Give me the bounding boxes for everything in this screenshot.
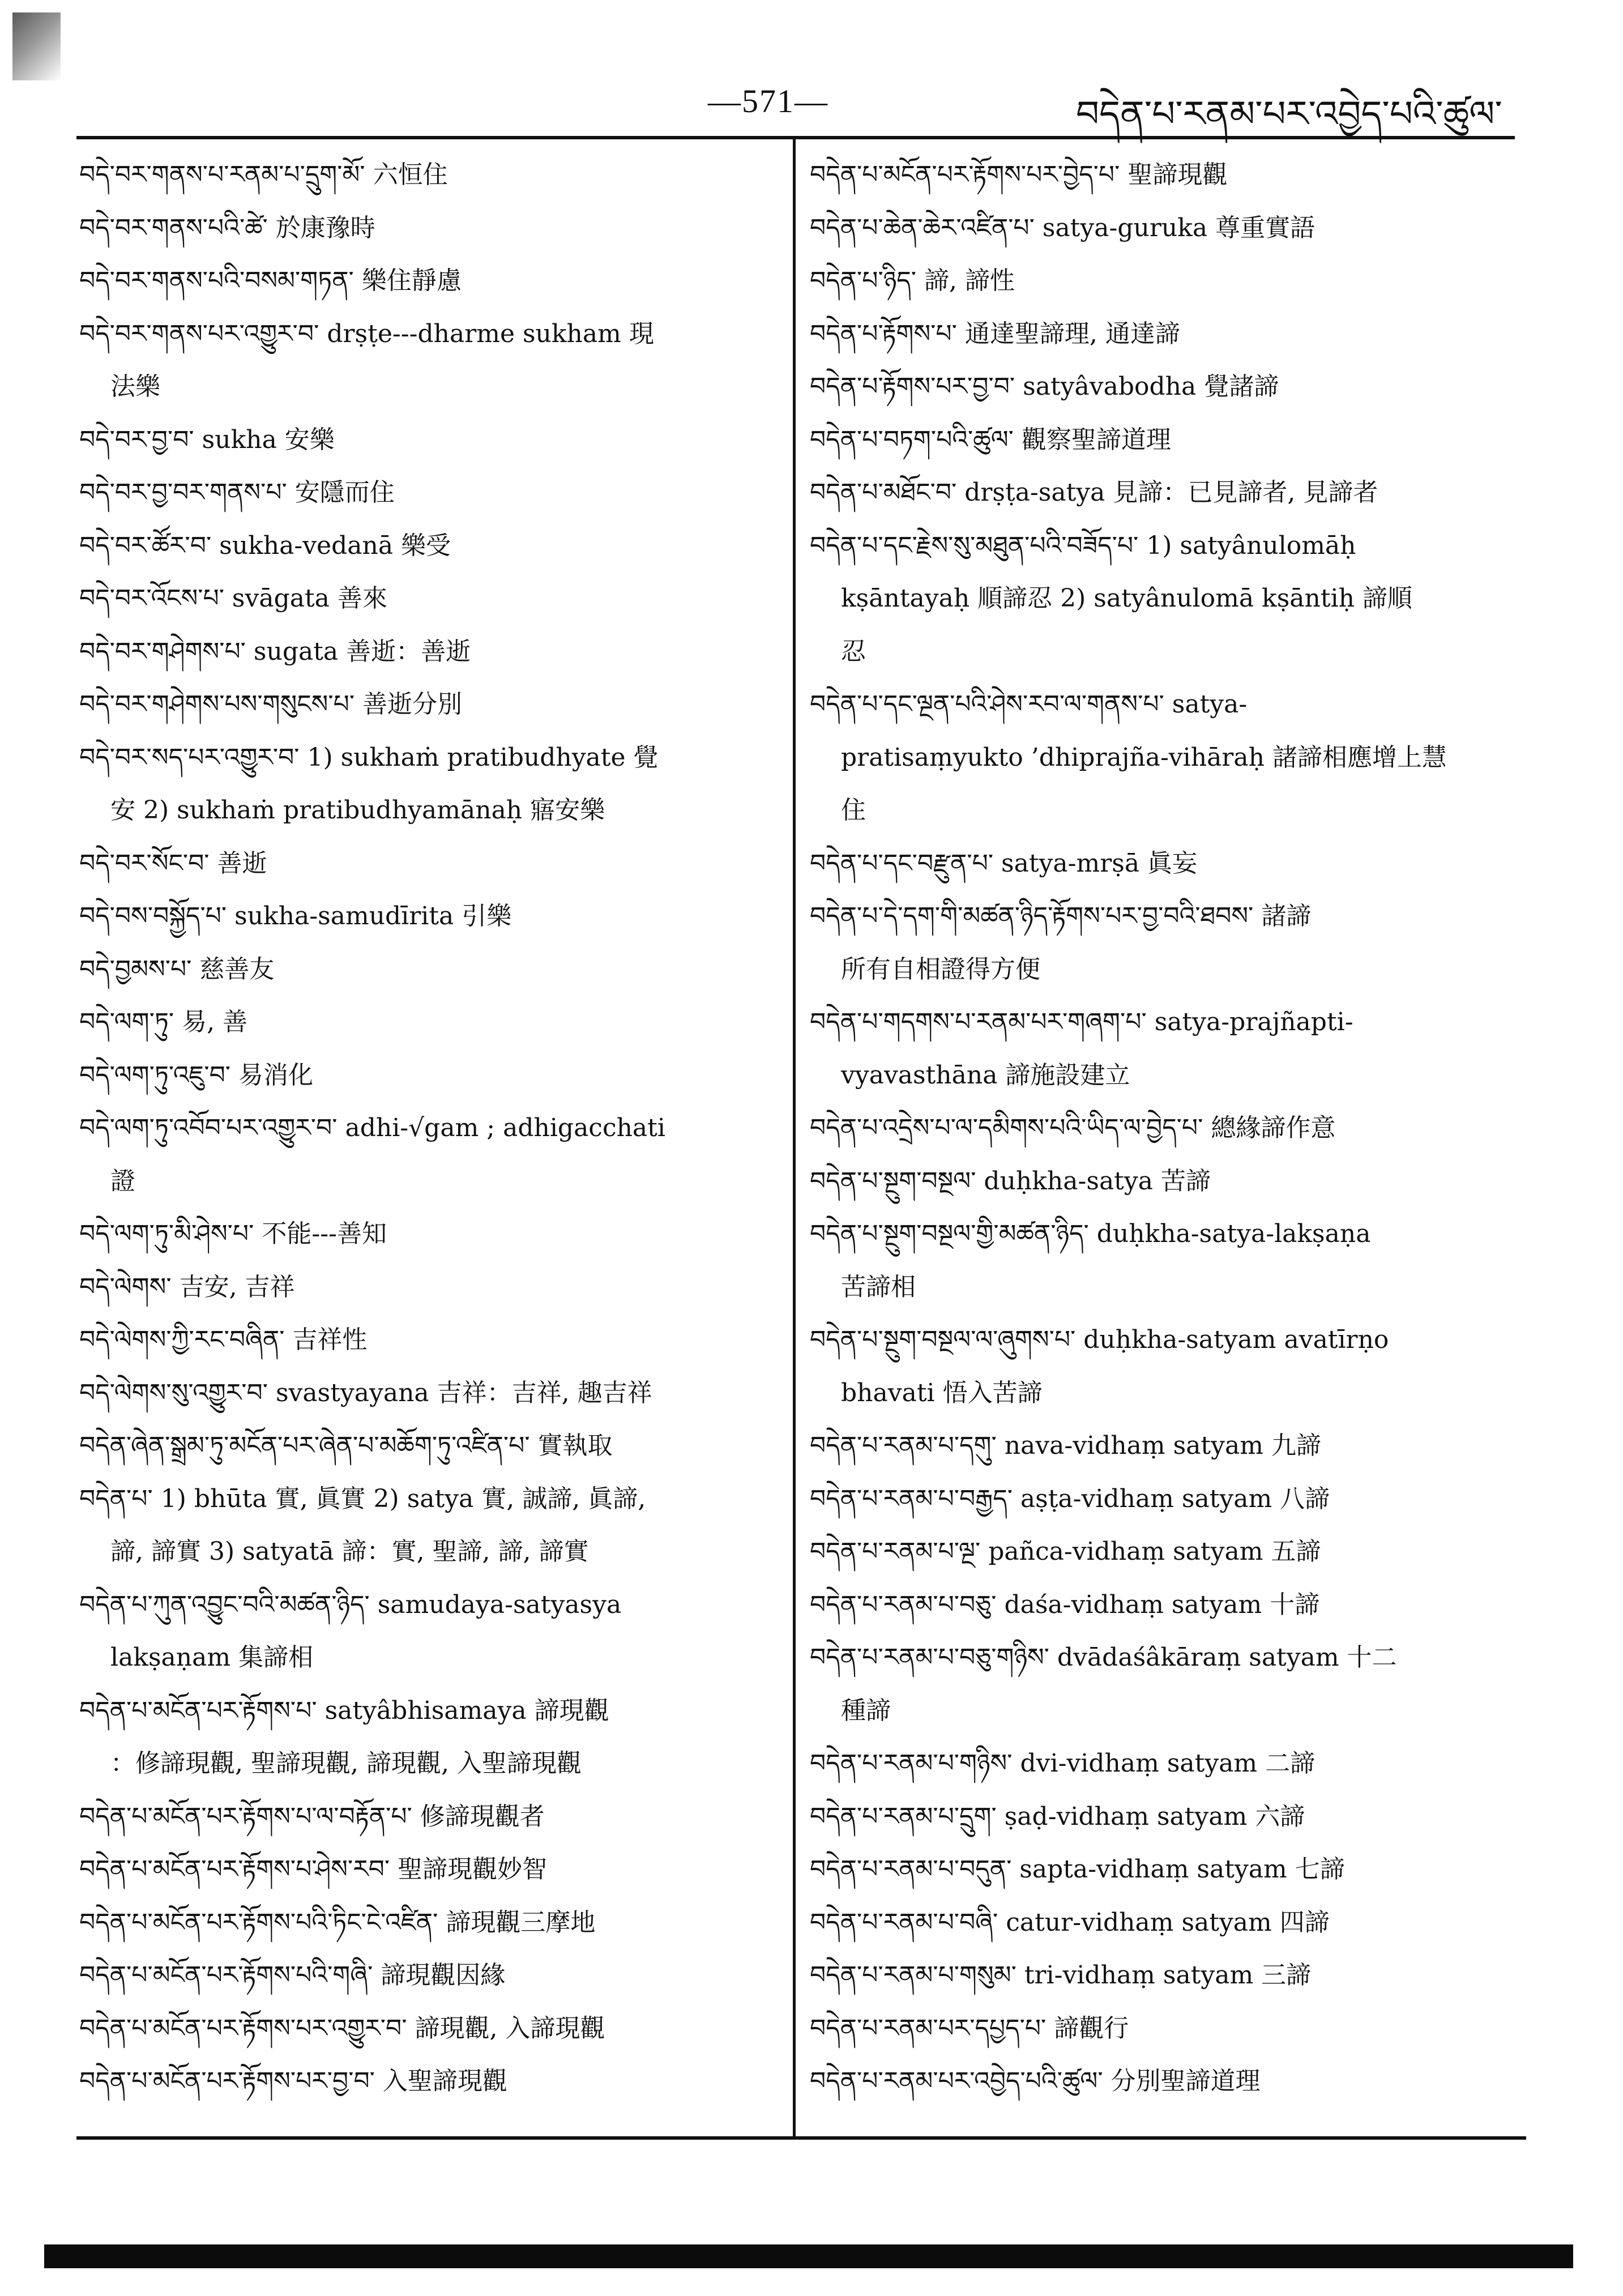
entry-headword-line: བདེན་པ་རནམ་པ་དགུ་ nava-vidhaṃ satyam 九諦 (810, 1431, 1321, 1460)
entry-continuation-line: 住 (841, 796, 866, 825)
entry-headword-line: བདེན་ཞེན་སྒྲམ་ཏུ་མངོན་པར་ཞེན་པ་མཆོག་ཏུ་འཛིན་པ་ 實執取 (79, 1431, 613, 1460)
dictionary-entry (79, 1102, 773, 1207)
entry-headword-line: བདེ་བར་གནས་པའི་ཚེ་ 於康豫時 (79, 213, 375, 242)
dictionary-entry (79, 1261, 773, 1314)
entry-headword-line: བདེན་པ་རནམ་པར་དཔྱད་པ་ 諦觀行 (810, 2013, 1129, 2043)
dictionary-entry (810, 837, 1498, 890)
dictionary-entry (810, 413, 1498, 467)
entry-headword-line: བདེ་བར་གཤེགས་པས་གསུངས་པ་ 善逝分別 (79, 690, 463, 719)
dictionary-entry (810, 360, 1498, 413)
dictionary-entry (79, 678, 773, 731)
column-divider (793, 138, 796, 2137)
entry-headword-line: བདེ་བར་བྱ་བ་ sukha 安樂 (79, 425, 335, 454)
dictionary-entry (79, 1207, 773, 1261)
right-column (810, 148, 1498, 2108)
entry-headword-line: བདེན་པ་རནམ་པ་གསུམ་ tri-vidhaṃ satyam 三諦 (810, 1961, 1312, 1990)
dictionary-entry (810, 1896, 1498, 1949)
left-column (79, 148, 773, 2108)
entry-headword-line: བདེན་པ་རྟོགས་པ་ 通達聖諦理, 通達諦 (810, 319, 1180, 348)
dictionary-entry (810, 890, 1498, 996)
entry-headword-line: བདེན་པ་མངོན་པར་རྟོགས་པའི་ཏིང་ངེ་འཛིན་ 諦現觀三摩地 (79, 1907, 596, 1937)
entry-headword-line: བདེ་ལག་ཏུ་འབོབ་པར་འགྱུར་བ་ adhi-√gam ; adhigacchati (79, 1113, 665, 1142)
entry-headword-line: བདེན་པ་རནམ་པ་བདུན་ sapta-vidhaṃ satyam 七諦 (810, 1855, 1345, 1884)
entry-headword-line: བདེན་པ་མངོན་པར་རྟོགས་པར་བྱ་བ་ 入聖諦現觀 (79, 2067, 507, 2096)
dictionary-entry (810, 1102, 1498, 1155)
entry-headword-line: བདེན་པ་ཉིད་ 諦, 諦性 (810, 266, 1015, 295)
entry-headword-line: བདེན་པ་དང་བརྫུན་པ་ satya-mrṣā 眞妄 (810, 848, 1198, 878)
entry-headword-line: བདེ་ལེགས་ 吉安, 吉祥 (79, 1272, 295, 1301)
dictionary-entry (79, 837, 773, 890)
bottom-rule (76, 2136, 1526, 2140)
entry-continuation-line: 忍 (841, 637, 866, 666)
dictionary-entry (79, 1843, 773, 1896)
entry-headword-line: བདེན་པ་ཆེན་ཆེར་འཛིན་པ་ satya-guruka 尊重實語 (810, 213, 1316, 242)
dictionary-entry (810, 678, 1498, 837)
entry-headword-line: བདེན་པ་རནམ་པ་བརྒྱད་ aṣṭa-vidhaṃ satyam 八諦 (810, 1484, 1330, 1513)
entry-headword-line: བདེ་ལག་ཏུ་མི་ཤེས་པ་ 不能---善知 (79, 1219, 387, 1248)
entry-continuation-line: pratisaṃyukto ’dhiprajña-vihāraḥ 諸諦相應增上慧 (841, 742, 1447, 772)
entry-headword-line: བདེན་པ་རནམ་པ་ལྔ་ pañca-vidhaṃ satyam 五諦 (810, 1537, 1321, 1566)
entry-headword-line: བདེན་པ་མངོན་པར་རྟོགས་པ་ལ་བརྟོན་པ་ 修諦現觀者 (79, 1802, 545, 1831)
scan-bottom-band (44, 2244, 1573, 2268)
dictionary-entry (79, 731, 773, 837)
entry-headword-line: བདེ་བར་འོངས་པ་ svāgata 善來 (79, 584, 387, 613)
dictionary-entry (810, 1578, 1498, 1632)
dictionary-entry (810, 1155, 1498, 1208)
dictionary-entry (79, 625, 773, 678)
entry-continuation-line: 證 (110, 1166, 135, 1196)
entry-headword-line: བདེ་བར་གནས་པ་རནམ་པ་དྲུག་མོ་ 六恒住 (79, 160, 448, 189)
dictionary-entry (810, 2002, 1498, 2055)
entry-headword-line: བདེན་པ་འདྲེས་པ་ལ་དམིགས་པའི་ཡིད་ལ་བྱེད་པ་ 總緣諦作意 (810, 1113, 1336, 1142)
dictionary-entry (79, 572, 773, 625)
entry-headword-line: བདེ་ལེགས་ཀྱི་རང་བཞིན་ 吉祥性 (79, 1325, 368, 1354)
dictionary-entry (79, 1049, 773, 1102)
entry-headword-line: བདེན་པ་མངོན་པར་རྟོགས་པ་ཤེས་རབ་ 聖諦現觀妙智 (79, 1855, 548, 1884)
entry-headword-line: བདེན་པ་རནམ་པར་འབྱེད་པའི་ཚུལ་ 分別聖諦道理 (810, 2067, 1261, 2096)
entry-headword-line: བདེ་ལེགས་སུ་འགྱུར་བ་ svastyayana 吉祥：吉祥, 趣吉祥 (79, 1378, 652, 1407)
entry-headword-line: བདེ་བར་གནས་པར་འགྱུར་བ་ drṣṭe---dharme sukham 現 (79, 319, 654, 348)
entry-headword-line: བདེན་པ་རནམ་པ་བཞི་ catur-vidhaṃ satyam 四諦 (810, 1907, 1330, 1937)
top-rule (76, 136, 1515, 139)
dictionary-entry (810, 254, 1498, 308)
dictionary-entry (79, 996, 773, 1049)
dictionary-entry (810, 202, 1498, 255)
dictionary-entry (79, 202, 773, 255)
entry-headword-line: བདེན་པ་མངོན་པར་རྟོགས་པ་ satyâbhisamaya 諦現觀 (79, 1696, 609, 1725)
entry-continuation-line: kṣāntayaḥ 順諦忍 2) satyânulomā kṣāntiḥ 諦順 (841, 584, 1412, 613)
entry-headword-line: བདེན་པ་མངོན་པར་རྟོགས་པའི་གཞི་ 諦現觀因緣 (79, 1961, 506, 1990)
dictionary-entry (810, 1207, 1498, 1313)
dictionary-entry (79, 519, 773, 573)
dictionary-entry (810, 1949, 1498, 2002)
dictionary-entry (810, 1473, 1498, 1526)
dictionary-entry (79, 1419, 773, 1473)
entry-headword-line: བདེ་བས་བསྐྱོད་པ་ sukha-samudīrita 引樂 (79, 902, 512, 931)
entry-headword-line: བདེ་བར་སད་པར་འགྱུར་བ་ 1) sukhaṁ pratibudhyate 覺 (79, 742, 659, 772)
dictionary-entry (79, 1896, 773, 1949)
entry-headword-line: བདེ་བར་བྱ་བར་གནས་པ་ 安隱而住 (79, 478, 395, 507)
dictionary-entry (79, 1684, 773, 1790)
dictionary-entry (810, 519, 1498, 678)
entry-headword-line: བདེན་པ་རནམ་པ་བཅུ་གཉིས་ dvādaśâkāraṃ satyam 十二 (810, 1643, 1397, 1672)
dictionary-entry (810, 1631, 1498, 1737)
entry-continuation-line: 種諦 (841, 1696, 891, 1725)
scan-corner-mark (12, 12, 61, 80)
entry-headword-line: བདེན་པ་མངོན་པར་རྟོགས་པར་བྱེད་པ་ 聖諦現觀 (810, 160, 1228, 189)
entry-continuation-line: 所有自相證得方便 (841, 954, 1040, 984)
dictionary-entry (79, 1313, 773, 1367)
dictionary-entry (810, 1525, 1498, 1578)
entry-headword-line: བདེན་པ་མངོན་པར་རྟོགས་པར་འགྱུར་བ་ 諦現觀, 入諦現觀 (79, 2013, 605, 2043)
dictionary-entry (810, 1843, 1498, 1896)
dictionary-entry (79, 1949, 773, 2002)
dictionary-entry (79, 2002, 773, 2055)
dictionary-entry (79, 943, 773, 996)
dictionary-entry (79, 1473, 773, 1578)
dictionary-entry (79, 890, 773, 943)
entry-continuation-line: vyavasthāna 諦施設建立 (841, 1060, 1130, 1090)
dictionary-entry (79, 466, 773, 519)
running-head: བདེན་པ་རནམ་པར་འབྱེད་པའི་ཚུལ་ (1076, 93, 1502, 135)
entry-headword-line: བདེན་པ་སྔུག་བསྔལ་གྱི་མཚན་ཉིད་ duḥkha-satya-lakṣaṇa (810, 1219, 1371, 1248)
dictionary-entry (810, 1419, 1498, 1473)
entry-headword-line: བདེན་པ་རྟོགས་པར་བྱ་བ་ satyâvabodha 覺諸諦 (810, 372, 1279, 401)
dictionary-entry (810, 996, 1498, 1102)
dictionary-entry (810, 466, 1498, 519)
entry-headword-line: བདེན་པ་བཏག་པའི་ཚུལ་ 觀察聖諦道理 (810, 425, 1171, 454)
dictionary-entry (810, 1737, 1498, 1790)
dictionary-entry (79, 1578, 773, 1684)
entry-continuation-line: 法樂 (110, 372, 160, 401)
entry-headword-line: བདེན་པ་ 1) bhūta 實, 眞實 2) satya 實, 誠諦, 眞諦, (79, 1484, 646, 1513)
entry-headword-line: བདེ་བར་གཤེགས་པ་ sugata 善逝：善逝 (79, 637, 471, 666)
dictionary-entry (79, 148, 773, 202)
dictionary-entry (810, 1790, 1498, 1843)
dictionary-entry (79, 308, 773, 413)
entry-headword-line: བདེན་པ་དང་རྗེས་སུ་མཐུན་པའི་བཟོད་པ་ 1) satyânulomāḥ (810, 531, 1356, 560)
dictionary-entry (810, 1313, 1498, 1419)
entry-headword-line: བདེན་པ་གདགས་པ་རནམ་པར་གཞག་པ་ satya-prajñapti- (810, 1008, 1353, 1036)
entry-headword-line: བདེ་བར་སོང་བ་ 善逝 (79, 848, 267, 878)
entry-headword-line: བདེ་བྱམས་པ་ 慈善友 (79, 954, 275, 984)
entry-headword-line: བདེ་ལག་ཏུ་ 易, 善 (79, 1008, 248, 1036)
dictionary-entry (79, 413, 773, 467)
entry-headword-line: བདེན་པ་མཐོང་བ་ drṣṭa-satya 見諦：已見諦者, 見諦者 (810, 478, 1378, 507)
entry-continuation-line: ：修諦現觀, 聖諦現觀, 諦現觀, 入聖諦現觀 (110, 1749, 582, 1778)
dictionary-entry (810, 2055, 1498, 2108)
entry-headword-line: བདེན་པ་དེ་དག་གི་མཚན་ཉིད་རྟོགས་པར་བྱ་བའི་ཐབས་ 諸諦 (810, 902, 1312, 931)
dictionary-entry (79, 254, 773, 308)
entry-continuation-line: 諦, 諦實 3) satyatā 諦：實, 聖諦, 諦, 諦實 (110, 1537, 589, 1566)
entry-headword-line: བདེན་པ་རནམ་པ་དྲུག་ ṣaḍ-vidhaṃ satyam 六諦 (810, 1802, 1305, 1831)
entry-headword-line: བདེ་བར་ཚོར་བ་ sukha-vedanā 樂受 (79, 531, 451, 560)
page-number: —571— (708, 83, 828, 120)
entry-headword-line: བདེན་པ་རནམ་པ་བཅུ་ daśa-vidhaṃ satyam 十諦 (810, 1590, 1320, 1619)
entry-continuation-line: lakṣaṇam 集諦相 (110, 1643, 314, 1672)
entry-headword-line: བདེན་པ་དང་ལྔན་པའི་ཤེས་རབ་ལ་གནས་པ་ satya- (810, 690, 1248, 719)
dictionary-entry (810, 308, 1498, 361)
entry-continuation-line: 苦諦相 (841, 1272, 916, 1301)
dictionary-entry (79, 1790, 773, 1843)
dictionary-entry (79, 1367, 773, 1420)
entry-headword-line: བདེ་ལག་ཏུ་འཇུ་བ་ 易消化 (79, 1060, 314, 1090)
entry-headword-line: བདེ་བར་གནས་པའི་བསམ་གཏན་ 樂住靜慮 (79, 266, 462, 295)
entry-headword-line: བདེན་པ་སྔུག་བསྔལ་ལ་ཞུགས་པ་ duḥkha-satyam avatīrṇo (810, 1325, 1389, 1354)
entry-headword-line: བདེན་པ་སྔུག་བསྔལ་ duḥkha-satya 苦諦 (810, 1166, 1211, 1196)
entry-headword-line: བདེན་པ་རནམ་པ་གཉིས་ dvi-vidhaṃ satyam 二諦 (810, 1749, 1316, 1778)
dictionary-entry (79, 2055, 773, 2108)
entry-continuation-line: 安 2) sukhaṁ pratibudhyamānaḥ 寤安樂 (110, 796, 605, 825)
entry-headword-line: བདེན་པ་ཀུན་འབྱུང་བའི་མཚན་ཉིད་ samudaya-satyasya (79, 1590, 622, 1619)
entry-continuation-line: bhavati 悟入苦諦 (841, 1378, 1043, 1407)
dictionary-entry (810, 148, 1498, 202)
